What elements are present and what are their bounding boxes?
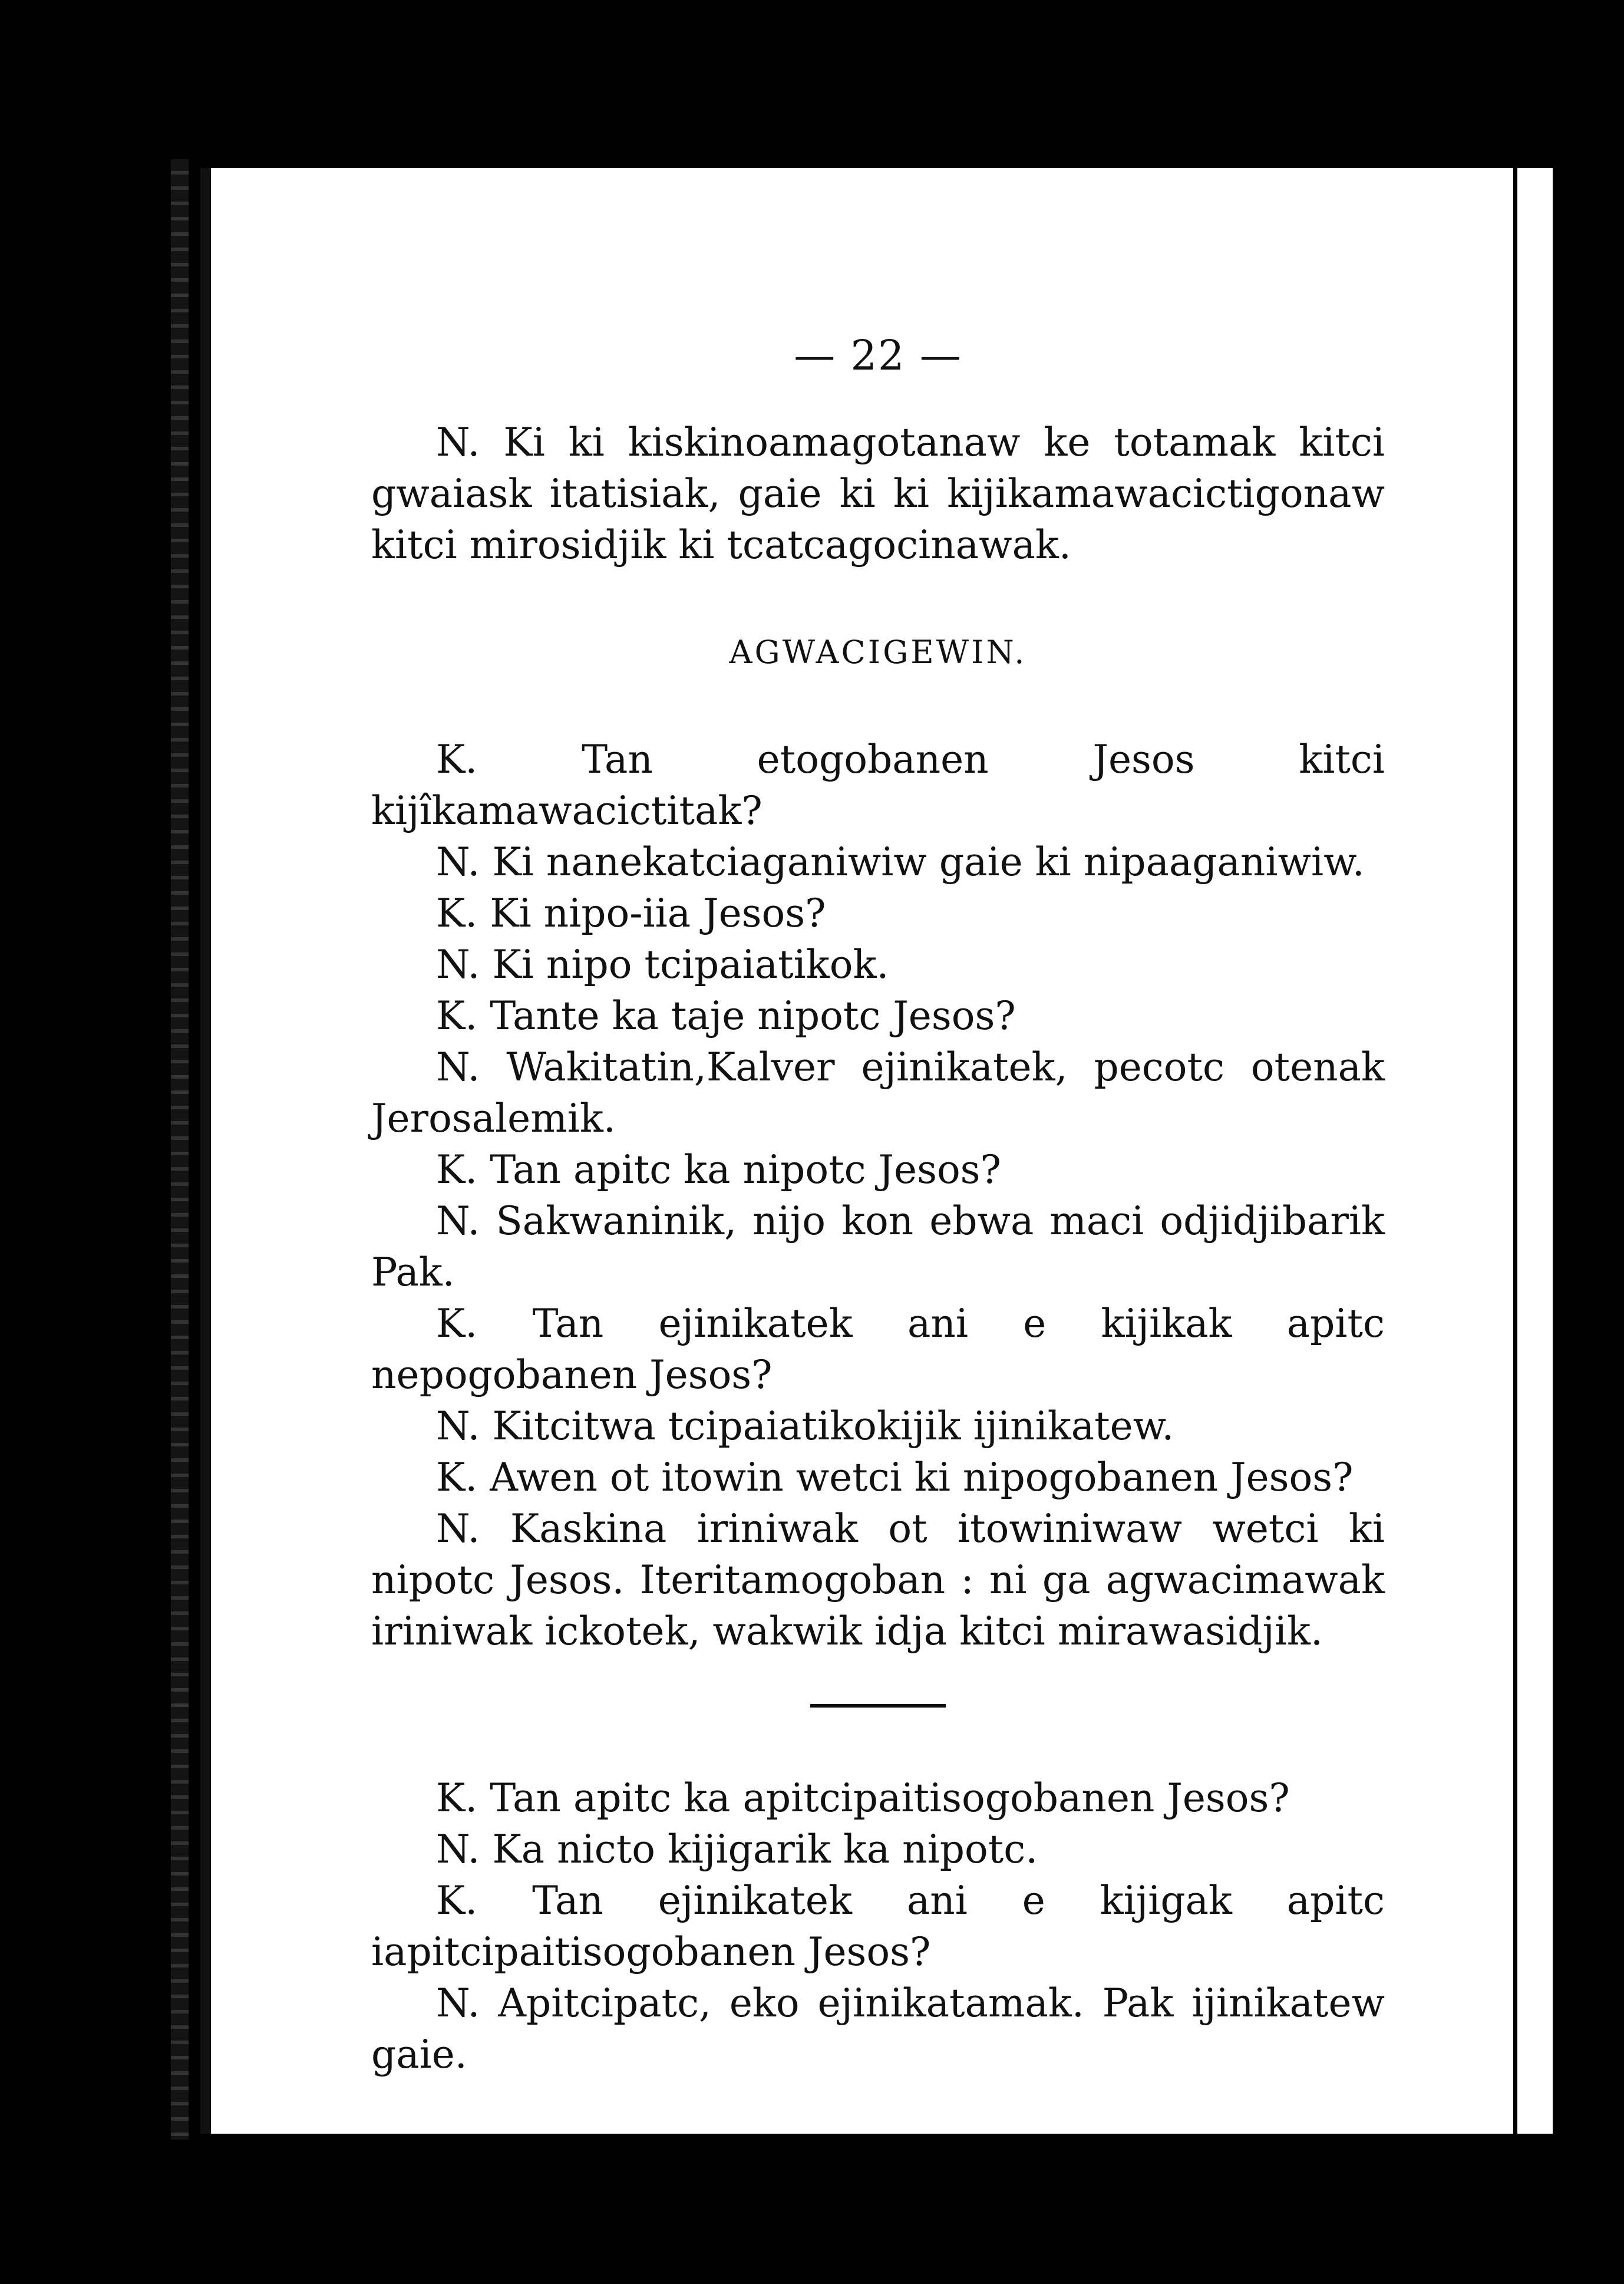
qa-line: K. Tan etogobanen Jesos kitci kijîkamawacictitak? [371, 737, 1385, 833]
catechism-section-2 [371, 1772, 1385, 2080]
qa-line: K. Awen ot itowin wetci ki nipogobanen Jesos? [436, 1455, 1354, 1500]
page-number: — 22 — [794, 331, 962, 380]
qa-line: K. Tan ejinikatek ani e kijikak apitc nepogobanen Jesos? [371, 1301, 1385, 1398]
qa-line: K. Tante ka taje nipotc Jesos? [436, 993, 1016, 1039]
book-binding-edge [171, 159, 189, 2140]
qa-line: K. Tan apitc ka nipotc Jesos? [436, 1147, 1001, 1192]
next-page-edge [1517, 168, 1553, 2134]
qa-line: N. Apitcipatc, eko ejinikatamak. Pak ijinikatew gaie. [371, 1980, 1385, 2077]
qa-line: N. Sakwaninik, nijo kon ebwa maci odjidjibarik Pak. [371, 1198, 1385, 1295]
qa-line: N. Wakitatin,Kalver ejinikatek, pecotc otenak Jerosalemik. [371, 1044, 1385, 1141]
catechism-section-1 [371, 734, 1385, 1657]
qa-line: K. Tan apitc ka apitcipaitisogobanen Jesos? [436, 1775, 1290, 1821]
qa-line: N. Ki nanekatciaganiwiw gaie ki nipaaganiwiw. [436, 839, 1365, 885]
qa-line: K. Ki nipo-iia Jesos? [436, 891, 826, 936]
qa-line: N. Kitcitwa tcipaiatikokijik ijinikatew. [436, 1403, 1174, 1449]
qa-line: K. Tan ejinikatek ani e kijigak apitc iapitcipaitisogobanen Jesos? [371, 1878, 1385, 1975]
qa-line: N. Ki nipo tcipaiatikok. [436, 942, 889, 987]
page-content [371, 330, 1385, 2080]
qa-line: N. Kaskina iriniwak ot itowiniwaw wetci ki nipotc Jesos. Iteritamogoban : ni ga agwacimawak iriniwak ickotek, wakwik idja kitci mirawasidjik. [371, 1506, 1385, 1654]
section-heading: AGWACIGEWIN. [729, 634, 1027, 671]
section-divider [810, 1704, 946, 1708]
intro-paragraph: N. Ki ki kiskinoamagotanaw ke totamak kitci gwaiask itatisiak, gaie ki ki kijikamawacictigonaw kitci mirosidjik ki tcatcagocinawak. [371, 420, 1385, 568]
qa-line: N. Ka nicto kijigarik ka nipotc. [436, 1827, 1038, 1872]
